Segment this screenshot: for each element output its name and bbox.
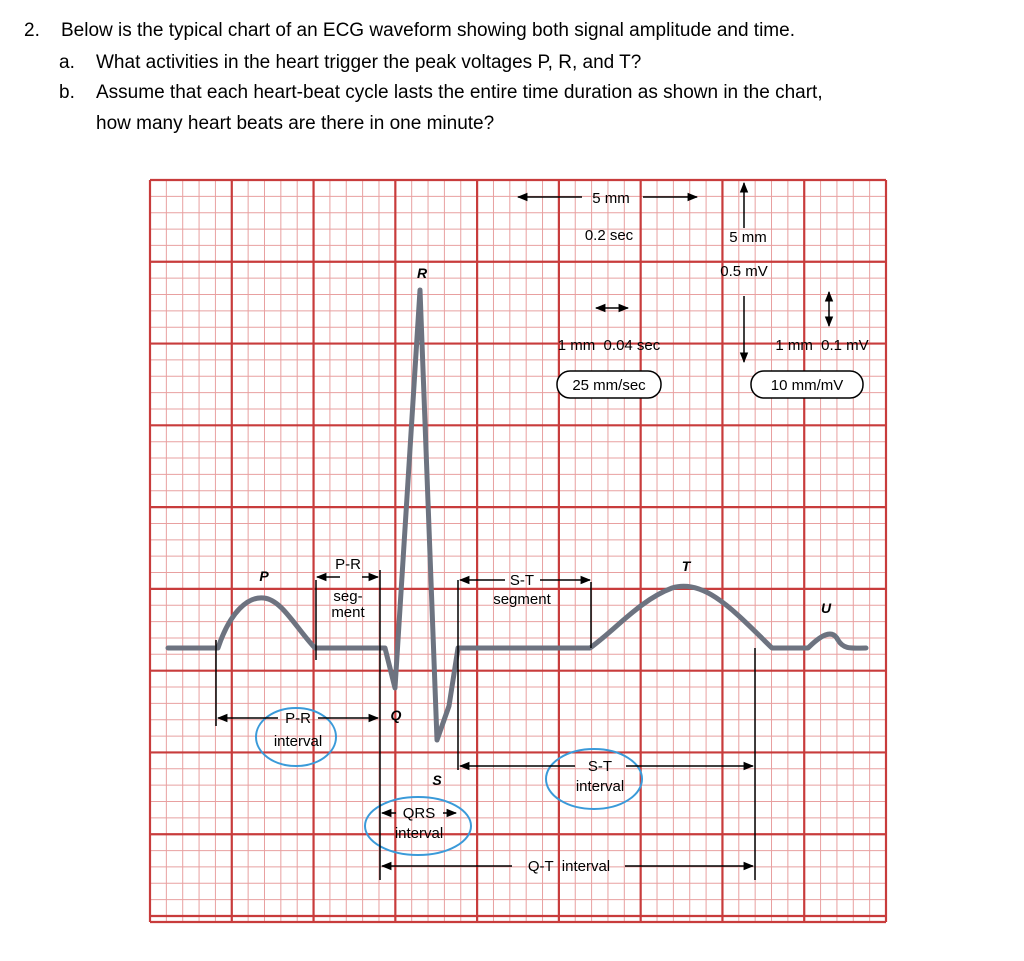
qrs-interval-label-2: interval: [394, 825, 444, 842]
scale-amp-big-value: 0.5 mV: [720, 263, 768, 280]
st-interval-label-2: interval: [575, 778, 625, 795]
wave-label-r: R: [416, 265, 428, 281]
major-gridlines: [150, 180, 886, 922]
part-b-marker: b.: [59, 82, 75, 103]
part-a-marker: a.: [59, 52, 75, 73]
scale-amp-big: 5 mm: [729, 229, 767, 246]
minor-gridlines: [150, 180, 886, 922]
annotation-lines: [216, 183, 829, 880]
wave-label-q: Q: [390, 707, 402, 723]
pr-interval-label-1: P-R: [285, 710, 311, 727]
pr-segment-label-1: P-R: [335, 556, 361, 573]
grid-paper: [150, 180, 886, 922]
st-segment-label-1: S-T: [509, 572, 535, 589]
pr-segment-label-3: ment: [331, 604, 365, 621]
pr-segment-label-2: seg-: [333, 588, 363, 605]
paper-speed-label: 25 mm/sec: [572, 377, 646, 394]
question-stem-text: Below is the typical chart of an ECG waveform showing both signal amplitude and time.: [61, 20, 795, 41]
pr-interval-label-2: interval: [273, 733, 323, 750]
question-number: 2.: [24, 20, 40, 41]
scale-time-big: 5 mm: [592, 190, 630, 207]
st-interval-label-1: S-T: [587, 758, 613, 775]
part-b-text-line2: how many heart beats are there in one minute?: [96, 113, 495, 134]
gain-label: 10 mm/mV: [770, 377, 844, 394]
scale-time-big-value: 0.2 sec: [584, 227, 634, 244]
scale-time-small: 1 mm 0.04 sec: [557, 337, 661, 354]
wave-label-u: U: [820, 600, 832, 616]
ecg-waveform: [168, 290, 869, 740]
st-segment-label-2: segment: [493, 591, 551, 608]
chart-labels: [259, 190, 868, 875]
qrs-interval-label-1: QRS: [402, 805, 436, 822]
part-a-text: What activities in the heart trigger the peak voltages P, R, and T?: [96, 52, 642, 73]
wave-label-s: S: [432, 772, 442, 788]
scale-amp-small: 1 mm 0.1 mV: [775, 337, 869, 354]
wave-label-t: T: [681, 558, 691, 574]
part-b-text-line1: Assume that each heart-beat cycle lasts the entire time duration as shown in the chart,: [96, 82, 823, 103]
wave-label-p: P: [259, 568, 269, 584]
qt-interval-label: Q-T interval: [527, 858, 611, 875]
